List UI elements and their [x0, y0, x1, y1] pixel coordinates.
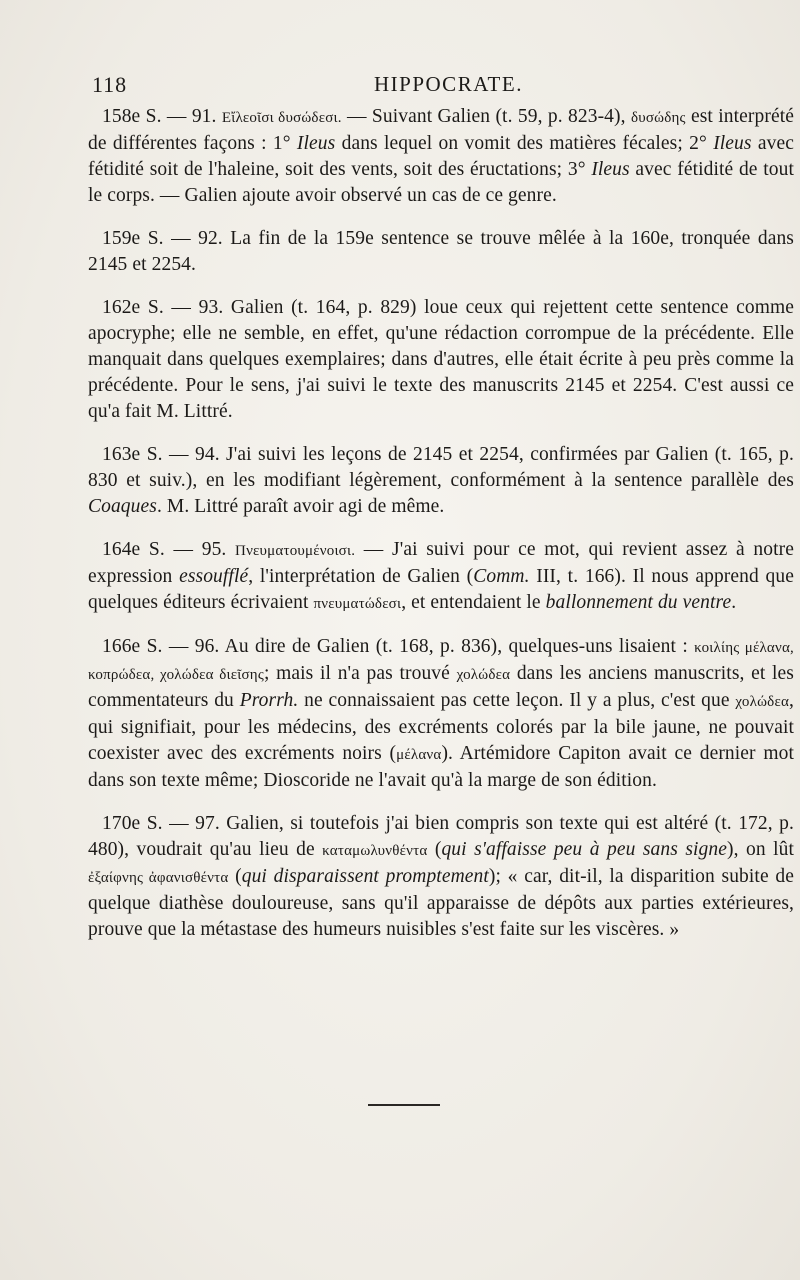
text-run: ). Artémidore Capiton avait ce dernier mot dans son texte même; Dioscoride ne l'avait qu'à la marge de son édition. — [88, 743, 794, 791]
note-paragraph-94 — [88, 442, 794, 520]
note-reference: 164e S. — 95. — [102, 539, 227, 560]
text-run: . M. Littré paraît avoir agi de même. — [156, 496, 445, 517]
note-reference: 162e S. — 93. — [102, 297, 224, 318]
text-run: est interprété de différentes façons : 1° — [88, 106, 794, 154]
italic-term: ballonnement du ventre — [545, 592, 732, 613]
text-run: — Suivant Galien (t. 59, p. 823-4), — [341, 106, 631, 127]
text-run: . — [731, 592, 737, 613]
italic-term: essoufflé — [179, 566, 249, 587]
italic-term: Comm. — [473, 566, 530, 587]
text-run: — J'ai suivi pour ce mot, qui revient assez à notre expression — [88, 539, 794, 587]
italic-term: Ileus — [591, 159, 630, 180]
text-run: , qui signifiait, pour les médecins, des excréments colorés par la bile jaune, ne pouvait coexister avec des excréments noirs ( — [88, 690, 794, 764]
running-title: HIPPOCRATE. — [374, 72, 523, 96]
text-run: La fin de la 159e sentence se trouve mêlée à la 160e, tronquée dans 2145 et 2254. — [88, 228, 794, 275]
italic-term: Prorrh. — [239, 690, 299, 711]
text-run: , et entendaient le — [401, 592, 546, 613]
note-reference: 170e S. — 97. — [102, 813, 220, 834]
text-run: III, t. 166). Il nous apprend que quelques éditeurs écrivaient — [88, 566, 794, 613]
greek-term: χολώδεα — [735, 694, 790, 710]
greek-term: μέλανα — [396, 747, 442, 763]
text-run: Galien (t. 164, p. 829) loue ceux qui rejettent cette sentence comme apocryphe; elle ne semble, en effet, qu'une rédaction corrompue de la précédente. Elle manquait dans quelques exemplaires; dans d'autres, elle était écrite à peu près comme la précédente. Pour le sens, j'ai suivi le texte des manuscrits 2145 et 2254. C'est aussi ce qu'a fait M. Littré. — [88, 297, 794, 422]
text-run: Au dire de Galien (t. 168, p. 836), quelques-uns lisaient : — [219, 636, 695, 657]
italic-term: Ileus — [296, 133, 336, 154]
text-run: , l'interprétation de Galien ( — [248, 566, 474, 587]
note-paragraph-92 — [88, 226, 794, 278]
italic-term: qui disparaissent promptement — [241, 866, 489, 887]
text-run: Galien, si toutefois j'ai bien compris son texte qui est altéré (t. 172, p. 480), voudrait qu'au lieu de — [88, 813, 794, 860]
note-paragraph-97 — [88, 811, 794, 943]
note-paragraph-93 — [88, 295, 794, 425]
italic-term: Coaques — [88, 496, 157, 517]
text-run: dans lequel on vomit des matières fécales; 2° — [335, 133, 714, 154]
text-run: ne connaissaient pas cette leçon. Il y a plus, c'est que — [298, 690, 736, 711]
text-run: ; mais il n'a pas trouvé — [263, 663, 457, 684]
text-run: avec fétidité soit de l'haleine, soit des vents, soit des éructations; 3° — [88, 133, 794, 180]
page-number: 118 — [92, 72, 128, 97]
note-reference: 158e S. — 91. — [102, 106, 217, 127]
end-rule — [368, 1104, 440, 1106]
greek-term: ἐξαίφνης ἀφανισθέντα — [88, 870, 229, 886]
text-run: ( — [427, 839, 442, 860]
italic-term: Ileus — [713, 133, 752, 154]
text-run: J'ai suivi les leçons de 2145 et 2254, confirmées par Galien (t. 165, p. 830 et suiv.), en les modifiant légèrement, conformément à la sentence parallèle des — [88, 444, 794, 491]
text-run: avec fétidité de tout le corps. — Galien ajoute avoir observé un cas de ce genre. — [88, 159, 794, 206]
note-paragraph-96 — [88, 634, 794, 794]
body-text — [88, 104, 794, 960]
page-header — [92, 72, 792, 106]
greek-term: χολώδεα — [456, 667, 511, 683]
text-run: ); « car, dit-il, la disparition subite de quelque diathèse douloureuse, sans qu'il apparaisse de dépôts aux parties extérieures, prouve que la métastase des humeurs nuisibles s'est faite sur les viscères. » — [88, 866, 794, 940]
italic-term: qui s'affaisse peu à peu sans signe — [441, 839, 727, 860]
greek-term: δυσώδης — [630, 110, 686, 126]
note-paragraph-95 — [88, 537, 794, 617]
note-reference: 163e S. — 94. — [102, 444, 220, 465]
greek-term: καταμωλυνθέντα — [322, 843, 428, 859]
greek-term: πνευματώδεσι — [313, 596, 402, 612]
text-run: ( — [228, 866, 242, 887]
text-run: dans les anciens manuscrits, et les commentateurs du — [88, 663, 794, 711]
greek-term: κοιλίης μέλανα, κοπρώδεα, χολώδεα διεῖσης — [88, 640, 794, 683]
greek-term: Πνευματουμένοισι. — [235, 543, 356, 559]
text-run: ), on lût — [727, 839, 794, 860]
note-paragraph-91 — [88, 104, 794, 209]
note-reference: 166e S. — 96. — [102, 636, 220, 657]
greek-term: Εἴλεοῖσι δυσώδεσι. — [221, 110, 342, 126]
note-reference: 159e S. — 92. — [102, 228, 223, 249]
